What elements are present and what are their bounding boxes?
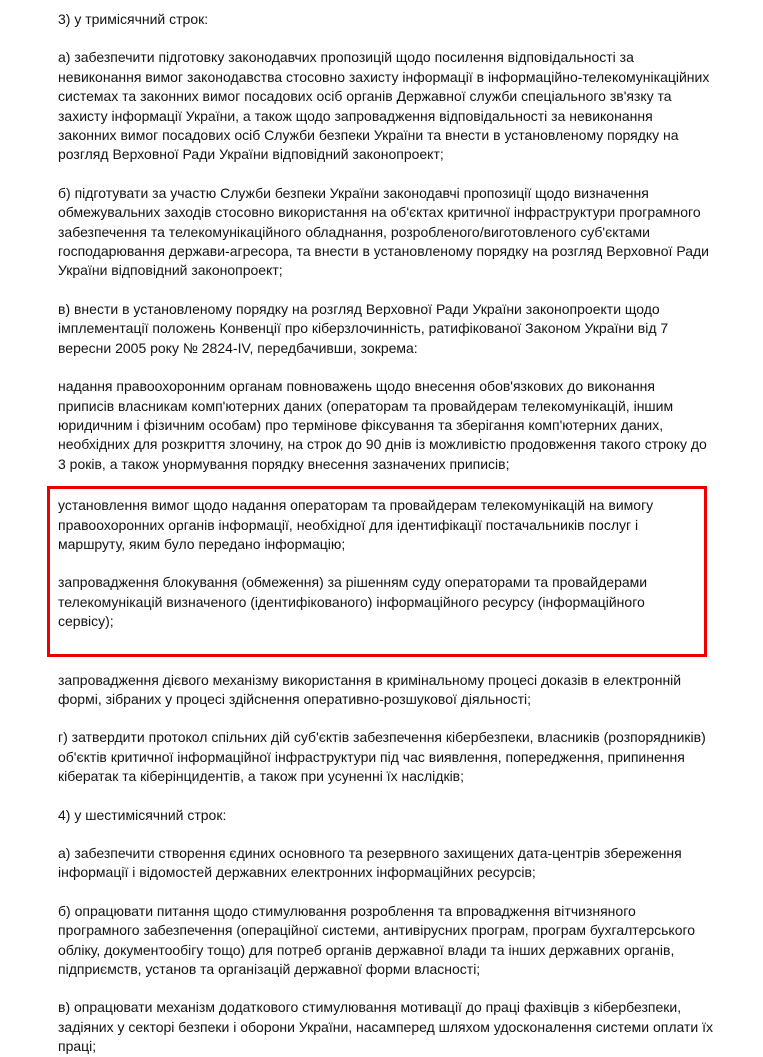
paragraph-3a: а) забезпечити підготовку законодавчих пропозицій щодо посилення відповідальності за невиконання вимог законодавства стосовно захисту інформації в інформаційно-телекомунікаційних системах та законних вимог посадових осіб органів Державної служби спеціального зв'язку та захисту інформації України, а також щодо запровадження відповідальності за невиконання законних вимог посадових осіб Служби безпеки України та внести в установленому порядку на розгляд Верховної Ради України відповідний законопроект; xyxy=(58,49,710,163)
paragraph-electronic-evidence: запровадження дієвого механізму використання в кримінальному процесі доказів в електронній формі, зібраних у процесі здійснення оперативно-розшукової діяльності; xyxy=(58,671,682,707)
paragraph-3g: г) затвердити протокол спільних дій суб'єктів забезпечення кібербезпеки, власників (розпорядників) об'єктів критичної інформаційної інфраструктури під час виявлення, попередження, припинення кібератак та кіберінцидентів, а також при усуненні їх наслідків; xyxy=(58,729,706,785)
highlight-rectangle xyxy=(47,486,707,656)
paragraph-prescripts-to-data-owners: надання правоохоронним органам повноважень щодо внесення обов'язкових до виконання приписів власникам комп'ютерних даних (операторам та провайдерам телекомунікацій, іншим юридичним і фізичним особам) про термінове фіксування та зберігання комп'ютерних даних, необхідних для розкриття злочину, на строк до 90 днів із можливістю продовження такого строку до 3 років, а також унормування порядку внесення зазначених приписів; xyxy=(58,378,707,472)
paragraph-4v: в) опрацювати механізм додаткового стимулювання мотивації до праці фахівців з кібербезпеки, задіяних у секторі безпеки і оборони України, насамперед шляхом удосконалення системи оплати їх праці; xyxy=(58,999,713,1055)
paragraph-3v: в) внести в установленому порядку на розгляд Верховної Ради України законопроекти щодо імплементації положень Конвенції про кіберзлочинність, ратифікованої Законом України від 7 вересни 2005 року № 2824-IV, передбачивши, зокрема: xyxy=(58,300,669,356)
paragraph-3b: б) підготувати за участю Служби безпеки України законодавчі пропозиції щодо визначення обмежувальних заходів стосовно використання на об'єктах критичної інфраструктури програмного забезпечення та телекомунікаційного обладнання, розробленого/виготовленого суб'єктами господарювання держави-агресора, та внести в установленому порядку на розгляд Верховної Ради України відповідний законопроект; xyxy=(58,184,709,279)
paragraph-3-term-heading: 3) у тримісячний строк: xyxy=(58,11,209,27)
paragraph-4b: б) опрацювати питання щодо стимулювання розроблення та впровадження вітчизняного програмного забезпечення (операційної системи, антивірусних програм, програм бухгалтерського обліку, документообігу тощо) для потреб органів державної влади та інших державних органів, підприємств, установ та організацій державної форми власності; xyxy=(58,902,696,978)
highlighted-paragraph-provider-identification: установлення вимог щодо надання операторам та провайдерам телекомунікацій на вимогу правоохоронних органів інформації, необхідної для ідентифікації постачальників послуг і маршруту, яким було передано інформацію; xyxy=(58,497,654,552)
highlighted-paragraph-court-blocking: запровадження блокування (обмеження) за рішенням суду операторами та провайдерами телекомунікацій визначеного (ідентифікованого) інформаційного ресурсу (інформаційного сервісу); xyxy=(58,574,648,630)
paragraph-4-term-heading: 4) у шестимісячний строк: xyxy=(58,806,227,823)
paragraph-4a: а) забезпечити створення єдиних основного та резервного захищених дата-центрів збереження інформації і відомостей державних електронних інформаційних ресурсів; xyxy=(58,845,682,881)
